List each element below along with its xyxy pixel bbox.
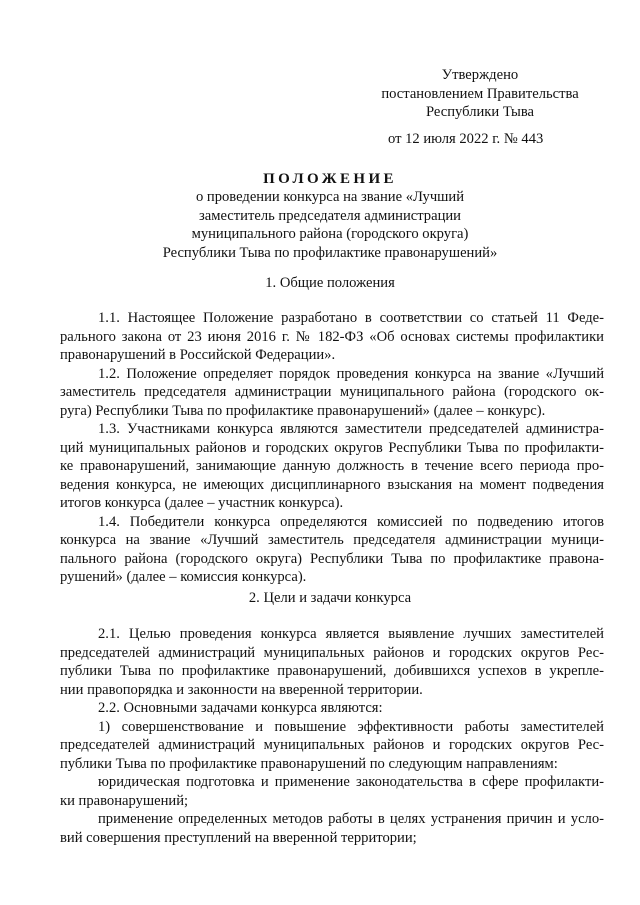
paragraph — [60, 699, 604, 718]
text-line: 1.4. Победители конкурса определяются комиссией по подведению итогов — [98, 513, 604, 530]
paragraph — [60, 420, 604, 513]
text-line: председателей администраций муниципальных районов и городских округов Рес- — [60, 644, 604, 661]
text-line: ке правонарушений, занимающие данную должность в течение всего периода про- — [60, 458, 604, 474]
text-line: ки правонарушений; — [60, 792, 189, 809]
paragraph — [60, 513, 604, 587]
text-line: заместитель председателя администрации муниципального района (городского ок- — [60, 384, 604, 400]
approval-line: Утверждено — [441, 67, 519, 83]
text-line: 1.3. Участниками конкурса являются заместители председателей администра- — [98, 421, 604, 437]
text-line: председателей администраций муниципальных районов и городских округов Рес- — [60, 737, 604, 753]
text-line: 1.2. Положение определяет порядок проведения конкурса на звание «Лучший — [98, 365, 604, 382]
section-heading: 2. Цели и задачи конкурса — [248, 590, 412, 606]
document-subtitle-line: заместитель председателя администрации — [198, 207, 461, 224]
text-line: конкурса на звание «Лучший заместитель председателя администрации муници- — [60, 532, 604, 548]
text-line: ций муниципальных районов и городских округов Республики Тыва по профилакти- — [60, 439, 604, 456]
text-line: 1.1. Настоящее Положение разработано в соответствии со статьей 11 Феде- — [98, 310, 604, 326]
paragraph — [60, 309, 604, 365]
document-subtitle-line: о проведении конкурса на звание «Лучший — [195, 189, 465, 205]
paragraph — [60, 625, 604, 699]
text-line: нии правопорядка и законности на вверенной территории. — [60, 681, 423, 698]
document-subtitle-line: муниципального района (городского округа) — [191, 226, 469, 242]
section-heading: 1. Общие положения — [265, 275, 395, 291]
document-title: ПОЛОЖЕНИЕ — [263, 171, 397, 187]
text-line: рального закона от 23 июня 2016 г. № 182-ФЗ «Об основах системы профилактики — [60, 328, 604, 345]
section-body — [60, 625, 604, 847]
text-line: 1) совершенствование и повышение эффективности работы заместителей — [98, 718, 604, 735]
text-line: итогов конкурса (далее – участник конкурса). — [60, 495, 344, 511]
text-line: правонарушений в Российской Федерации». — [60, 347, 336, 363]
section-body — [60, 309, 604, 587]
approval-date: от 12 июля 2022 г. № 443 — [388, 131, 544, 147]
text-line: руга) Республики Тыва по профилактике правонарушений» (далее – конкурс). — [60, 402, 546, 419]
paragraph — [60, 810, 604, 847]
approval-stamp — [360, 66, 600, 122]
paragraph — [60, 773, 604, 810]
text-line: вий совершения преступлений на вверенной территории; — [60, 829, 417, 846]
text-line: рушений» (далее – комиссия конкурса). — [60, 569, 307, 585]
document-subtitle-line: Республики Тыва по профилактике правонарушений» — [162, 244, 498, 261]
text-line: пального района (городского округа) Республики Тыва по профилактике правона- — [60, 550, 604, 567]
text-line: применение определенных методов работы в целях устранения причин и усло- — [98, 811, 604, 827]
paragraph — [60, 718, 604, 774]
document-title-block — [60, 170, 600, 262]
approval-line: Республики Тыва — [425, 104, 535, 120]
text-line: 2.2. Основными задачами конкурса являются: — [98, 700, 383, 716]
text-line: публики Тыва по профилактике правонарушений по следующим направлениям: — [60, 755, 558, 772]
paragraph — [60, 365, 604, 421]
text-line: юридическая подготовка и применение законодательства в сфере профилакти- — [98, 774, 604, 790]
approval-line: постановлением Правительства — [381, 85, 579, 102]
text-line: публики Тыва по профилактике правонарушений, добившихся успехов в укрепле- — [60, 663, 604, 679]
text-line: 2.1. Целью проведения конкурса является выявление лучших заместителей — [98, 626, 604, 642]
text-line: ведения конкурса, не имеющих дисциплинарного взыскания на момент подведения — [60, 476, 604, 493]
